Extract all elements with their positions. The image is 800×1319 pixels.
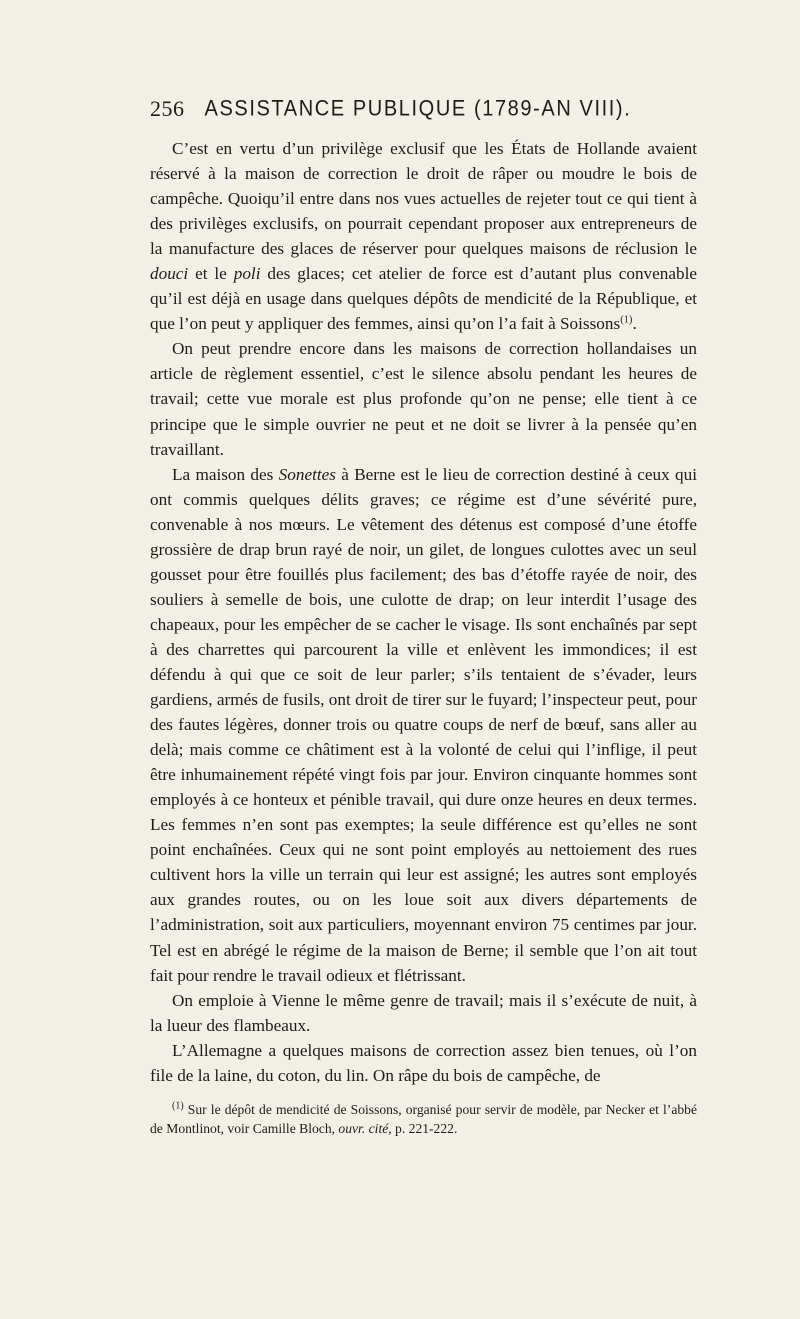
paragraph-1 [150, 136, 697, 336]
italic-term: poli [233, 264, 261, 284]
book-page [150, 96, 697, 1138]
paragraph-3 [150, 462, 697, 988]
footnote-reference: (1) [620, 314, 633, 326]
text-run: C’est en vertu d’un privilège exclusif que les États de Hollande avaient réservé à la maison de correction le droit de râper ou moudre le bois de campêche. Quoiqu’il entre dans nos vues actuelles de rejeter tout ce qui tient à des privilèges exclusifs, on pourrait cependant proposer aux entrepreneurs de la manufacture des glaces de réserver pour quelques maisons de réclusion le [150, 139, 697, 259]
text-run: La maison des [172, 464, 279, 484]
paragraph-2: On peut prendre encore dans les maisons de correction hollandaises un article de règlement essentiel, c’est le silence absolu pendant les heures de travail; cette vue morale est plus profonde qu’on ne pense; elle tient à ce principe que le simple ouvrier ne peut et ne doit se livrer à la pensée qu’en travaillant. [150, 339, 697, 459]
footnote-text: , p. 221-222. [388, 1120, 458, 1136]
text-run: des glaces; cet atelier de force est d’autant plus convenable qu’il est déjà en usage dans quelques dépôts de mendicité de la République, et que l’on peut y appliquer des femmes, ainsi qu’on l’a fait à Soissons [150, 264, 698, 334]
text-run: et le [188, 264, 234, 284]
page-header [150, 96, 697, 130]
paragraph-4: On emploie à Vienne le même genre de travail; mais il s’exécute de nuit, à la lueur des flambeaux. [150, 990, 697, 1035]
italic-term: Sonettes [278, 464, 336, 484]
page-number: 256 [150, 96, 185, 121]
running-title: ASSISTANCE PUBLIQUE (1789-AN VIII). [204, 96, 632, 121]
footnote-italic: ouvr. cité [338, 1120, 389, 1136]
text-run: à Berne est le lieu de correction destiné à ceux qui ont commis quelques délits graves; ce régime est d’une sévérité pure, convenable à nos mœurs. Le vêtement des détenus est composé d’une étoffe grossière de drap brun rayé de noir, un gilet, de longues culottes avec un seul gousset pour être fouillés plus facilement; des bas d’étoffe rayée de noir, des souliers à semelle de bois, une culotte de drap; on leur interdit l’usage des chapeaux, pour les empêcher de se cacher le visage. Ils sont enchaînés par sept à des charrettes qui parcourent la ville et enlèvent les immondices; il est défendu à qui que ce soit de leur parler; s’ils tentaient de s’évader, leurs gardiens, armés de fusils, ont droit de tirer sur le fuyard; l’inspecteur peut, pour des fautes légères, donner trois ou quatre coups de nerf de bœuf, sans aller au delà; mais comme ce châtiment est à la volonté de celui qui l’inflige, il peut être inhumainement répété vingt fois par jour. Environ cinquante hommes sont employés à ce honteux et pénible travail, qui dure onze heures en deux termes. Les femmes n’en sont pas exemptes; la seule différence est qu’elles ne sont point enchaînées. Ceux qui ne sont point employés au nettoiement des rues cultivent hors la ville un terrain qui leur est assigné; les autres sont employés aux grandes routes, ou on les loue soit aux divers départements de l’administration, soit aux particuliers, moyennant environ 75 centimes par jour. Tel est en abrégé le régime de la maison de Berne; il semble que l’on ait tout fait pour rendre le travail odieux et flétrissant. [150, 464, 697, 985]
footnote-text: Sur le dépôt de mendicité de Soissons, organisé pour servir de modèle, par Necker et l’abbé de Montlinot, voir Camille Bloch, [150, 1101, 697, 1136]
footnote-mark: (1) [172, 1100, 184, 1112]
text-run: . [632, 314, 637, 334]
body-text [150, 136, 697, 1088]
footnote [150, 1100, 697, 1138]
paragraph-5: L’Allemagne a quelques maisons de correction assez bien tenues, où l’on file de la laine, du coton, du lin. On râpe du bois de campêche, de [150, 1040, 697, 1085]
italic-term: douci [150, 264, 189, 284]
